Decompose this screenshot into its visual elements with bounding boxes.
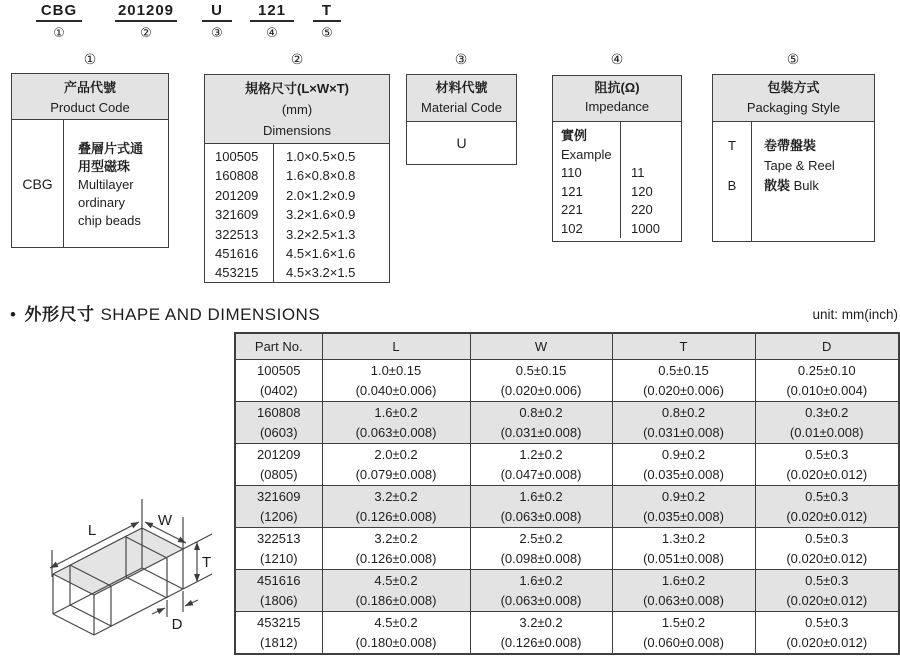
- example-zh: 實例: [561, 128, 588, 143]
- header-zh: 規格尺寸(L×W×T): [245, 81, 349, 96]
- spacer: [713, 156, 751, 176]
- header-zh: 包裝方式: [767, 80, 820, 95]
- t-inch: (0.060±0.008): [643, 634, 724, 650]
- material-value: U: [456, 135, 467, 151]
- part-no-inch: (0603): [259, 424, 298, 440]
- code-value: T: [313, 2, 341, 22]
- impedance-box: [552, 75, 682, 242]
- box-index-4: ④: [610, 51, 624, 67]
- w-mm: 1.2±0.2: [519, 446, 563, 462]
- l-inch: (0.180±0.008): [355, 634, 437, 650]
- table-header-row: [235, 333, 899, 360]
- label-w: W: [157, 512, 173, 529]
- l-mm: 1.0±0.15: [370, 362, 422, 378]
- label-d: D: [171, 616, 183, 633]
- w-mm: 0.5±0.15: [515, 362, 567, 378]
- impedance-code: 110: [561, 165, 582, 180]
- w-inch: (0.031±0.008): [500, 424, 582, 440]
- packaging-box: [712, 74, 875, 242]
- code-index: ③: [211, 25, 223, 40]
- size-code: 100505: [215, 149, 259, 164]
- t-mm: 1.6±0.2: [661, 572, 706, 588]
- spacer: [631, 146, 681, 165]
- label-t: T: [202, 554, 212, 571]
- impedance-code: 221: [561, 202, 583, 217]
- size-value: 3.2×1.6×0.9: [273, 202, 355, 224]
- part-no-inch: (0402): [259, 382, 298, 398]
- header-zh: 材料代號: [435, 80, 488, 95]
- size-code: 451616: [215, 246, 259, 262]
- size-code: 322513: [215, 226, 259, 242]
- code-index: ②: [140, 25, 152, 40]
- d-mm: 0.5±0.3: [805, 614, 849, 630]
- t-inch: (0.035±0.008): [643, 466, 724, 482]
- l-inch: (0.186±0.008): [355, 592, 437, 608]
- table-row: [235, 402, 899, 444]
- t-mm: 0.9±0.2: [661, 446, 706, 462]
- packaging-codes: [713, 122, 752, 241]
- part-code-segment: [36, 2, 82, 41]
- header-en: Impedance: [584, 98, 650, 114]
- packaging-body: [713, 122, 874, 241]
- product-code-desc: [64, 120, 168, 247]
- table-row: [235, 612, 899, 655]
- bulk-en: Bulk: [793, 178, 819, 193]
- code-value: CBG: [36, 2, 82, 22]
- code-index: ①: [53, 25, 65, 40]
- spacer: [631, 127, 681, 146]
- l-mm: 2.0±0.2: [374, 446, 418, 462]
- packaging-code-t: T: [728, 138, 736, 153]
- d-mm: 0.25±0.10: [797, 362, 856, 378]
- size-code: 201209: [215, 187, 259, 203]
- header-en: Material Code: [421, 100, 502, 115]
- table-row: [235, 444, 899, 486]
- d-mm: 0.5±0.3: [805, 446, 849, 462]
- impedance-ohm: 120: [631, 183, 653, 199]
- header-zh: 产品代號: [63, 80, 116, 95]
- box-index-2: ②: [290, 51, 304, 67]
- packaging-header: [713, 75, 874, 122]
- size-value: 4.5×3.2×1.5: [273, 260, 355, 282]
- d-mm: 0.5±0.3: [805, 530, 849, 546]
- code-index: ⑤: [321, 25, 333, 40]
- t-mm: 0.5±0.15: [658, 362, 709, 378]
- bulk-zh: 散裝: [764, 178, 791, 193]
- packaging-descs: [752, 122, 874, 241]
- header-unit: (mm): [281, 102, 313, 117]
- col-part-no: Part No.: [235, 333, 322, 360]
- col-w: W: [470, 333, 612, 360]
- l-inch: (0.126±0.008): [355, 550, 437, 566]
- dimensions-box: [204, 74, 390, 283]
- t-mm: 1.5±0.2: [661, 614, 706, 630]
- d-inch: (0.020±0.012): [786, 634, 868, 650]
- col-d: D: [755, 333, 899, 360]
- t-inch: (0.051±0.008): [643, 550, 724, 566]
- chip-bead-drawing: [6, 477, 234, 661]
- d-inch: (0.020±0.012): [786, 592, 868, 608]
- l-inch: (0.079±0.008): [355, 466, 437, 482]
- header-zh: 阻抗(Ω): [594, 80, 640, 95]
- dimensions-table: [234, 332, 900, 655]
- header-en: Packaging Style: [746, 100, 841, 115]
- w-mm: 1.6±0.2: [519, 488, 563, 504]
- d-mm: 0.5±0.3: [805, 488, 849, 504]
- d-mm: 0.3±0.2: [805, 404, 849, 420]
- d-inch: (0.020±0.012): [786, 508, 868, 524]
- part-code-segment: [115, 2, 177, 41]
- material-code-box: [406, 74, 517, 165]
- impedance-code: 121: [561, 183, 583, 199]
- dimensions-header: [205, 75, 389, 144]
- size-value: 2.0×1.2×0.9: [273, 183, 355, 205]
- part-no-inch: (1806): [259, 592, 298, 608]
- label-l: L: [87, 522, 97, 539]
- product-code-header: [12, 74, 168, 120]
- product-code-body: [12, 120, 168, 247]
- l-mm: 4.5±0.2: [374, 614, 418, 630]
- l-inch: (0.040±0.006): [355, 382, 437, 398]
- part-no: 321609: [257, 488, 301, 504]
- impedance-ohm: 1000: [631, 220, 660, 236]
- col-t: T: [612, 333, 755, 360]
- part-no: 201209: [257, 446, 301, 462]
- part-no: 100505: [257, 362, 301, 378]
- material-header: [407, 75, 516, 122]
- w-mm: 2.5±0.2: [519, 530, 563, 546]
- size-value: 1.0×0.5×0.5: [273, 144, 355, 166]
- d-inch: (0.01±0.008): [789, 424, 864, 440]
- l-mm: 1.6±0.2: [374, 404, 418, 420]
- table-row: [235, 528, 899, 570]
- box-index-3: ③: [454, 51, 468, 67]
- t-inch: (0.035±0.008): [643, 508, 724, 524]
- impedance-header: [553, 76, 681, 122]
- part-no: 453215: [257, 614, 301, 630]
- impedance-ohm: 220: [631, 202, 653, 217]
- w-inch: (0.126±0.008): [500, 634, 582, 650]
- box-index-1: ①: [83, 51, 97, 67]
- w-mm: 1.6±0.2: [519, 572, 563, 588]
- d-inch: (0.020±0.012): [786, 550, 868, 566]
- part-no: 451616: [257, 572, 301, 588]
- size-value: 4.5×1.6×1.6: [273, 241, 355, 263]
- header-en: Product Code: [50, 100, 130, 115]
- impedance-code: 102: [561, 220, 583, 236]
- t-mm: 0.8±0.2: [661, 404, 706, 420]
- size-code: 321609: [215, 207, 259, 223]
- t-inch: (0.031±0.008): [643, 424, 724, 440]
- part-no-inch: (1210): [259, 550, 298, 566]
- code-value: 201209: [115, 2, 177, 22]
- dimensions-body: [205, 144, 389, 283]
- product-code-box: [11, 73, 169, 248]
- w-mm: 0.8±0.2: [519, 404, 563, 420]
- part-no: 322513: [257, 530, 301, 546]
- t-inch: (0.020±0.006): [643, 382, 724, 398]
- product-code-value: CBG: [12, 120, 64, 247]
- l-mm: 3.2±0.2: [374, 488, 418, 504]
- part-no: 160808: [257, 404, 301, 420]
- code-index: ④: [266, 25, 278, 40]
- size-value: 3.2×2.5×1.3: [273, 222, 355, 244]
- l-inch: (0.126±0.008): [355, 508, 437, 524]
- tape-reel-zh: 卷帶盤裝: [764, 138, 817, 153]
- desc-zh: 叠層片式通用型磁珠: [78, 141, 144, 174]
- packaging-code-b: B: [727, 178, 737, 193]
- section-title-zh: 外形尺寸: [24, 305, 95, 324]
- dimension-d: [152, 591, 198, 617]
- w-inch: (0.063±0.008): [500, 508, 582, 524]
- size-value: 1.6×0.8×0.8: [273, 163, 355, 185]
- code-value: 121: [250, 2, 294, 22]
- chip-top-face: [53, 528, 183, 595]
- example-en: Example: [561, 146, 612, 162]
- w-inch: (0.020±0.006): [500, 382, 582, 398]
- impedance-codes: [553, 122, 621, 238]
- table-row: [235, 360, 899, 402]
- w-inch: (0.063±0.008): [500, 592, 582, 608]
- part-no-inch: (1206): [259, 508, 298, 524]
- table-row: [235, 570, 899, 612]
- box-index-5: ⑤: [786, 51, 800, 67]
- impedance-values: [621, 122, 681, 238]
- section-heading: [10, 300, 320, 325]
- code-value: U: [202, 2, 232, 22]
- d-inch: (0.020±0.012): [786, 466, 868, 482]
- impedance-body: [553, 122, 681, 238]
- desc-en: Multilayer ordinary chip beads: [78, 177, 141, 228]
- tape-reel-en: Tape & Reel: [764, 158, 835, 173]
- d-inch: (0.010±0.004): [786, 382, 868, 398]
- part-code-segment: [313, 2, 341, 41]
- part-code-segment: [202, 2, 232, 41]
- bullet: •: [10, 305, 17, 324]
- w-mm: 3.2±0.2: [519, 614, 563, 630]
- t-mm: 0.9±0.2: [661, 488, 706, 504]
- t-inch: (0.063±0.008): [643, 592, 724, 608]
- d-mm: 0.5±0.3: [805, 572, 849, 588]
- impedance-ohm: 11: [631, 165, 645, 180]
- w-inch: (0.047±0.008): [500, 466, 582, 482]
- part-no-inch: (1812): [259, 634, 298, 650]
- part-code-segment: [250, 2, 294, 41]
- header-en: Dimensions: [263, 123, 331, 138]
- t-mm: 1.3±0.2: [661, 530, 706, 546]
- l-mm: 3.2±0.2: [374, 530, 418, 546]
- w-inch: (0.098±0.008): [500, 550, 582, 566]
- part-no-inch: (0805): [259, 466, 298, 482]
- section-title-en: SHAPE AND DIMENSIONS: [100, 305, 321, 324]
- size-code: 160808: [215, 168, 259, 184]
- l-inch: (0.063±0.008): [355, 424, 437, 440]
- size-row: [205, 263, 389, 282]
- bulk-desc: [764, 176, 874, 196]
- unit-note: unit: mm(inch): [812, 307, 898, 322]
- col-l: L: [322, 333, 470, 360]
- size-code: 453215: [215, 265, 259, 281]
- table-row: [235, 486, 899, 528]
- l-mm: 4.5±0.2: [374, 572, 418, 588]
